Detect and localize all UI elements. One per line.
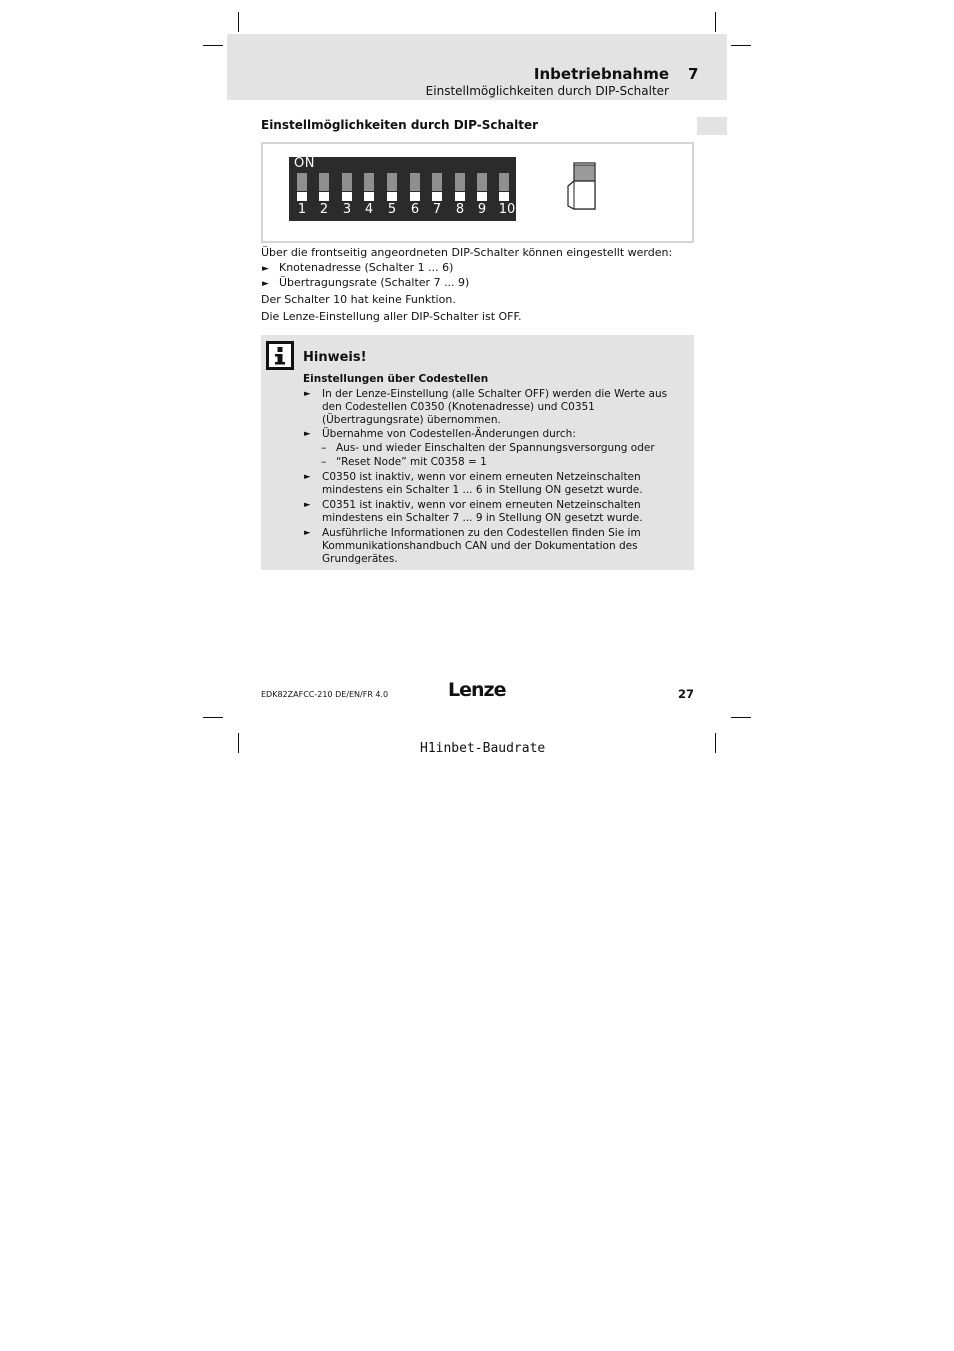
chapter-title: Inbetriebnahme: [533, 65, 669, 83]
dip-on-label: ON: [294, 156, 315, 171]
dip-switch-number: 9: [477, 202, 487, 217]
lenze-logo: Lenze: [448, 679, 506, 701]
bullet-arrow-icon: ►: [262, 264, 269, 274]
crop-mark: [715, 733, 716, 753]
chapter-tab-marker: [697, 117, 727, 135]
bullet-arrow-icon: ►: [304, 389, 311, 399]
bullet-arrow-icon: ►: [304, 429, 311, 439]
crop-mark: [731, 717, 751, 718]
dip-switch: [455, 173, 465, 201]
bullet-arrow-icon: ►: [304, 528, 311, 538]
chapter-number: 7: [688, 65, 699, 83]
note-item-text: In der Lenze-Einstellung (alle Schalter OFF) werden die Werte aus den Codestellen C0350 (Knotenadresse) und C0351 (Übertragungsrate) übernommen.: [322, 388, 668, 426]
default-setting-text: Die Lenze-Einstellung aller DIP-Schalter ist OFF.: [261, 310, 522, 323]
dip-switch: [432, 173, 442, 201]
note-item-text: Ausführliche Informationen zu den Codestellen finden Sie im Kommunikationshandbuch CAN und der Dokumentation des Grundgerätes.: [322, 527, 641, 565]
bullet-arrow-icon: ►: [262, 279, 269, 289]
dip-switch-number: 5: [387, 202, 397, 217]
list-item: [262, 276, 469, 289]
note-subtitle: Einstellungen über Codestellen: [303, 373, 489, 385]
list-item-text: Knotenadresse (Schalter 1 ... 6): [279, 261, 454, 274]
crop-mark: [715, 12, 716, 32]
crop-mark: [731, 45, 751, 46]
page-number: 27: [678, 687, 695, 701]
dip-switch: [319, 173, 329, 201]
list-item-text: Übertragungsrate (Schalter 7 ... 9): [279, 276, 470, 289]
bullet-arrow-icon: ►: [304, 500, 311, 510]
note-sub-item-text: “Reset Node” mit C0358 = 1: [336, 456, 487, 468]
dip-switch-number: 4: [364, 202, 374, 217]
toggle-switch-icon: [562, 160, 602, 214]
dip-switch: [499, 173, 509, 201]
dip-switch: [342, 173, 352, 201]
dip-switch: [297, 173, 307, 201]
dip-switch-number: 8: [455, 202, 465, 217]
dip-switch-number: 6: [410, 202, 420, 217]
note-sub-item: – Aus- und wieder Einschalten der Spannungsversorgung oder: [321, 442, 655, 454]
crop-mark: [203, 717, 223, 718]
dip-switch: [477, 173, 487, 201]
dip-switch: [387, 173, 397, 201]
intro-text: Über die frontseitig angeordneten DIP-Schalter können eingestellt werden:: [261, 246, 673, 259]
dip-switch-number: 7: [432, 202, 442, 217]
document-code: EDK82ZAFCC-210 DE/EN/FR 4.0: [261, 690, 389, 699]
note-item-text: Übernahme von Codestellen-Änderungen durch:: [322, 428, 576, 440]
dip-switch: [410, 173, 420, 201]
crop-mark: [238, 733, 239, 753]
dip-switch-number: 1: [297, 202, 307, 217]
dip-switch-number: 2: [319, 202, 329, 217]
info-icon: [266, 341, 294, 370]
dip-switch-number: 10: [498, 202, 516, 217]
crop-mark: [238, 12, 239, 32]
note-title: Hinweis!: [303, 350, 367, 365]
dip-switch-number: 3: [342, 202, 352, 217]
note-item-text: C0350 ist inaktiv, wenn vor einem erneuten Netzeinschalten mindestens ein Schalter 1 ... 6 in Stellung ON gesetzt wurde.: [322, 471, 643, 496]
chapter-subtitle: Einstellmöglichkeiten durch DIP-Schalter: [425, 84, 669, 98]
list-item: [262, 261, 453, 274]
section-heading: Einstellmöglichkeiten durch DIP-Schalter: [261, 118, 539, 132]
note-item-text: C0351 ist inaktiv, wenn vor einem erneuten Netzeinschalten mindestens ein Schalter 7 ... 9 in Stellung ON gesetzt wurde.: [322, 499, 643, 524]
file-label: H1inbet-Baudrate: [420, 741, 546, 756]
dip-switch: [364, 173, 374, 201]
bullet-arrow-icon: ►: [304, 472, 311, 482]
note-sub-item-text: Aus- und wieder Einschalten der Spannungsversorgung oder: [336, 442, 655, 454]
crop-mark: [203, 45, 223, 46]
note-sub-item: – “Reset Node” mit C0358 = 1: [321, 456, 487, 468]
switch10-text: Der Schalter 10 hat keine Funktion.: [261, 293, 456, 306]
